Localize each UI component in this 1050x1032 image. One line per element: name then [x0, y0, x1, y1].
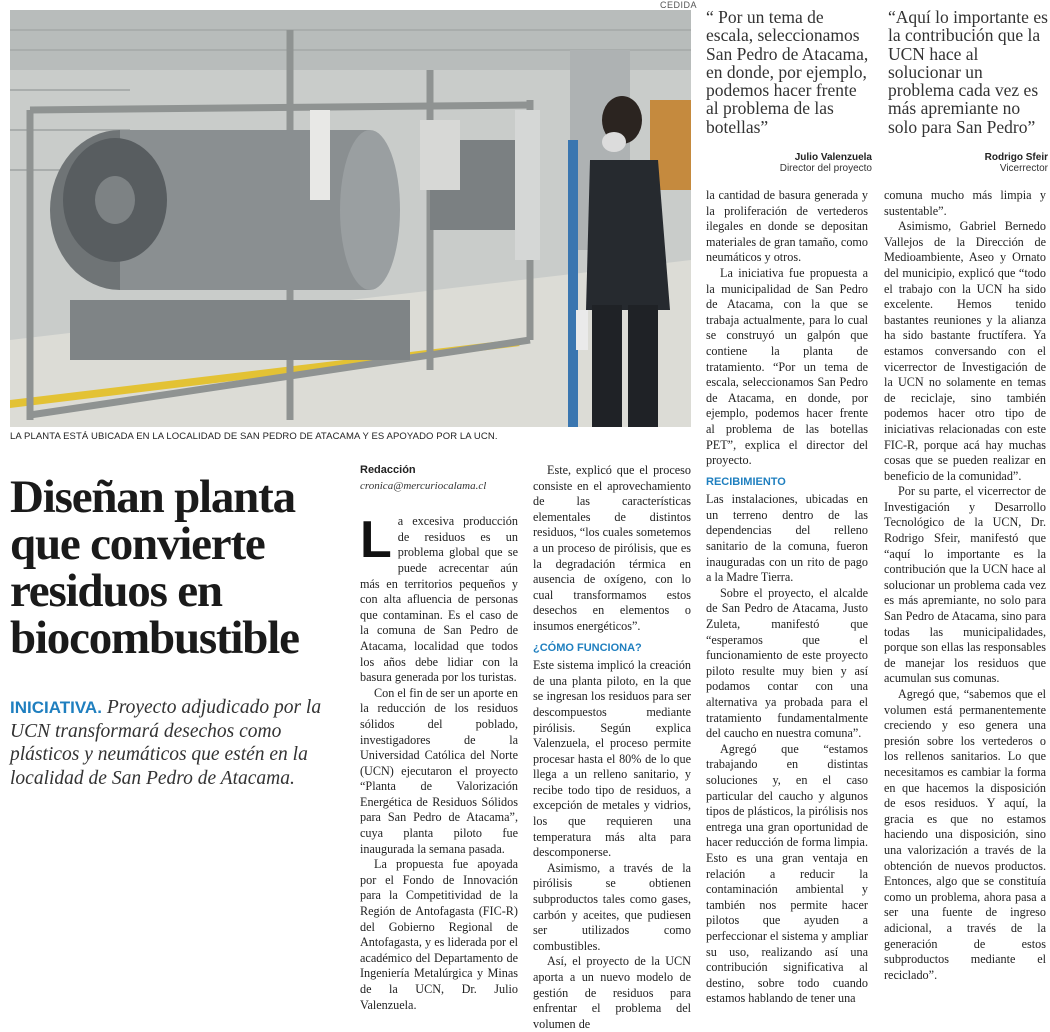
deck-kicker: INICIATIVA.: [10, 698, 102, 717]
article-photo: [10, 10, 691, 427]
paragraph: Por su parte, el vicerrector de Investigación y Desarrollo Tecnológico de la UCN, Dr. Rodrigo Sfeir, manifestó que “aquí lo importante es la contribución que la UCN hace al solucionar un problema cada vez es más apremiante, no solo para San Pedro de Atacama, sino para todas las municipalidades, porque son ellas las responsables de manejar los residuos que acumulan sus comunas.: [884, 484, 1046, 686]
paragraph: Asimismo, a través de la pirólisis se obtienen subproductos tales como gases, carbón y aceites, que pudiesen ser utilizados como combustibles.: [533, 860, 691, 953]
pull-quote-text: “ Por un tema de escala, seleccionamos San Pedro de Atacama, en donde, por ejemplo, podemos hacer frente al problema de las botellas”: [706, 7, 869, 137]
pull-quote-1: [706, 8, 872, 174]
paragraph: Asimismo, Gabriel Bernedo Vallejos de la Dirección de Medioambiente, Aseo y Ornato del municipio, explicó que “todo el trabajo con la UCN ha sido excelente. Hemos tenido bastantes reuniones y la alianza ha sido bastante fructífera. Ya estamos conversando con el vicerrector de Investigación de la UCN no solamente en temas de reciclaje, sino también podemos hacer otro tipo de iniciativas relacionadas con este FIC-R, porque acá hay muchas cosas que se pueden realizar en beneficio de la comunidad”.: [884, 219, 1046, 483]
paragraph: La iniciativa fue propuesta a la municipalidad de San Pedro de Atacama, con la que se trabaja actualmente, para lo cual se construyó un galpón que contiene la planta de tratamiento. “Por un tema de escala, seleccionamos San Pedro de Atacama, en donde, por ejemplo, podemos hacer frente al problema de las botellas PET”, explica el director del proyecto.: [706, 265, 868, 468]
paragraph-text: a excesiva producción de residuos es un problema global que se puede acrecentar aún más en territorios pequeños y con alta afluencia de personas que contaminan. Es el caso de la comuna de San Pedro de Atacama, localidad que todos los años debe lidiar con la basura generada por los turistas.: [360, 514, 518, 685]
article-column-4: [884, 188, 1046, 983]
photo-credit: CEDIDA: [660, 0, 698, 10]
subheading: RECIBIMIENTO: [706, 475, 786, 488]
quote-author-role: Vicerrector: [999, 163, 1048, 175]
paragraph: Agregó que, “sabemos que el volumen está permanentemente creciendo y eso genera una presión sobre los vertederos o los rellenos sanitarios. Lo que necesitamos es cambiar la forma en que hacemos la disposición de esos residuos. Y aquí, la gracia es que no estamos haciendo una disposición, sino una valorización a través de la obtención de nuevos productos. Entonces, algo que se constituía como un problema, ahora pasa a ser una fuente de ingreso adicional, a través de la generación de estos subproductos mediante el reciclado”.: [884, 687, 1046, 982]
pull-quote-2: [888, 8, 1048, 174]
paragraph: Las instalaciones, ubicadas en un terreno dentro de las dependencias del relleno sanitario de la comuna, fueron inauguradas con un rito de pago a la Madre Tierra.: [706, 492, 868, 585]
article-column-3: [706, 188, 868, 1007]
quote-author-role: Director del proyecto: [779, 163, 872, 175]
quote-author-name: Rodrigo Sfeir: [984, 152, 1048, 164]
paragraph: [360, 511, 518, 686]
article-deck: [10, 696, 338, 790]
paragraph: comuna mucho más limpia y sustentable”.: [884, 188, 1046, 218]
paragraph: Sobre el proyecto, el alcalde de San Pedro de Atacama, Justo Zuleta, manifestó que “esperamos que el funcionamiento de este proyecto piloto resulte muy bien y así podamos contar con una alternativa ya probada para el tratamiento fundamentalmente del caucho en nuestra comuna”.: [706, 585, 868, 741]
pull-quote-text: “Aquí lo importante es la contribución que la UCN hace al solucionar un problema cada vez es más apremiante no solo para San Pedro”: [888, 7, 1048, 137]
article-headline: Diseñan planta que convierte residuos en biocombustible: [10, 471, 299, 664]
paragraph: Este sistema implicó la creación de una planta piloto, en la que se ingresan los residuos para ser descompuestos mediante pirólisis. Según explica Valenzuela, el proceso permite procesar hasta el 80% de lo que llega a un relleno sanitario, y recibe todo tipo de residuos, a excepción de metales y vidrios, los que requieren una temperatura más alta para descomponerse.: [533, 658, 691, 860]
quote-author-name: Julio Valenzuela: [794, 152, 872, 164]
deck-text: Proyecto adjudicado por la UCN transformará desechos como plásticos y neumáticos que estén en la localidad de San Pedro de Atacama.: [10, 697, 322, 789]
subheading: ¿CÓMO FUNCIONA?: [533, 641, 642, 654]
paragraph: Este, explicó que el proceso consiste en el aprovechamiento de las características elementales de distintos residuos, “los cuales sometemos a un proceso de pirólisis, que es la degradación térmica en ausencia de oxígeno, con lo cual transformamos estos desechos en elementos o insumos energéticos”.: [533, 463, 691, 633]
paragraph: Con el fin de ser un aporte en la reducción de los residuos sólidos del poblado, investigadores de la Universidad Católica del Norte (UCN) ejecutaron el proyecto “Planta de Valorización Energética de Residuos Sólidos para San Pedro de Atacama”, cuya planta piloto fue inaugurada la semana pasada.: [360, 685, 518, 856]
article-column-1: [360, 463, 518, 1013]
paragraph: Así, el proyecto de la UCN aporta a un nuevo modelo de gestión de residuos para enfrentar el problema del volumen de: [533, 954, 691, 1031]
article-column-2: [533, 463, 691, 1032]
byline: Redacción: [360, 464, 416, 476]
drop-cap: L: [360, 511, 392, 570]
byline-email: cronica@mercuriocalama.cl: [360, 479, 487, 492]
paragraph: La propuesta fue apoyada por el Fondo de Innovación para la Competitividad de la Región de Antofagasta (FIC-R) del Gobierno Regional de Antofagasta, y es liderada por el académico del Departamento de Ingeniería Metalúrgica y Minas de la UCN, Dr. Julio Valenzuela.: [360, 857, 518, 1012]
paragraph: la cantidad de basura generada y la proliferación de vertederos ilegales en donde se depositan materiales de gran tamaño, como neumáticos y otros.: [706, 188, 868, 265]
pyrolysis-plant-illustration: [10, 10, 691, 427]
photo-caption: LA PLANTA ESTÁ UBICADA EN LA LOCALIDAD DE SAN PEDRO DE ATACAMA Y ES APOYADO POR LA UCN.: [10, 431, 498, 442]
paragraph: Agregó que “estamos trabajando en distintas soluciones y, en el caso particular del caucho y algunos tipos de plásticos, la pirólisis nos entrega una gran oportunidad de hacer reducción de forma limpia. Esto es una gran ventaja en relación a reducir la contaminación ambiental y también nos permite hacer pilotos que ayuden a perfeccionar el sistema y ampliar su uso, realizando así una contribución significativa al destino, sobre todo cuando estamos hablando de tener una: [706, 741, 868, 1006]
